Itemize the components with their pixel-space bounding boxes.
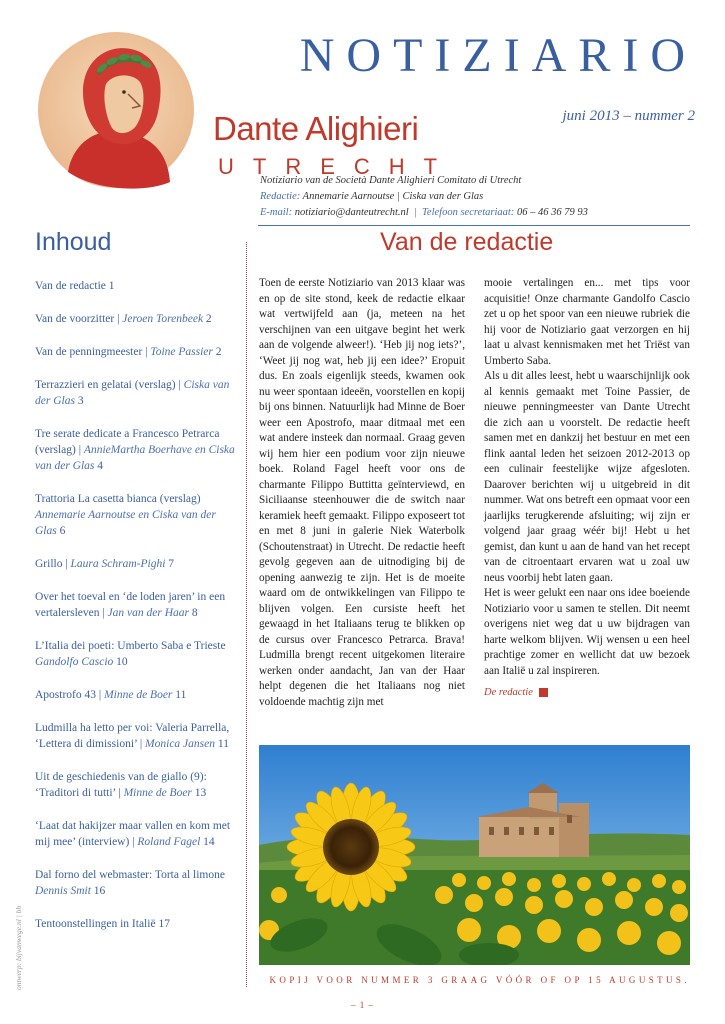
toc-item-page: 13 (194, 787, 207, 799)
toc-item-author: Toine Passier (150, 346, 213, 358)
toc-item-title: Tentoonstellingen in Italië (35, 918, 156, 930)
article-paragraph: Toen de eerste Notiziario van 2013 klaar was en op de site stond, keek de redactie elkaar wat vertwijfeld aan (ja, meteen na het verschijnen van een uitgave begint het werk aan de volgende alweer!). ‘Heb jij nog iets?’, ‘Weet jij nog wat, heb jij een idee?’ Eropuit dus. En zoals eigenlijk steeds, kwamen ook nu weer spontaan ideeën, voorstellen en kopij bij ons binnen. Natuurlijk had Minne de Boer weer een Apostrofo, maar ditmaal met een wat andere insteek dan normaal. Graag geven wij hem hier een podium voor zijn nieuwe boek. Roland Fagel heeft voor ons de charmante Filippo Buttitta geïnterviewd, en Siciliaanse steenhouwer die de switch naar keramiek heeft gemaakt. Filippo exposeert tot en met 8 juni in galerie Niek Waterbolk (Schoutenstraat) in Utrecht. De redactie heeft gevolg gegeven aan de uitnodiging bij de opening aanwezig te zijn. Het is de moeite waard om de ontwikkelingen van Filippo te blijven volgen. Een cursiste heeft het gewaagd in het Italiaans terug te blikken op de cursus over Francesco Petrarca. Brava! Ludmilla brengt recent uitgekomen literaire werken onder aandacht, Jan van der Haar helpt degenen die het Italiaans nog niet voldoende machtig zijn met (259, 277, 465, 708)
toc-item-author: AnnieMartha Boerhave en Ciska van der Glas (35, 444, 235, 472)
toc-item[interactable] (35, 278, 240, 294)
toc-item-title: L’Italia dei poeti: Umberto Saba e Trieste (35, 640, 226, 652)
end-mark-icon (539, 688, 548, 697)
toc-item-page: 3 (77, 395, 84, 407)
toc-item[interactable] (35, 638, 240, 670)
toc-item-page: 4 (97, 460, 104, 472)
toc-item-author: Dennis Smit (35, 885, 91, 897)
issue-label: juni 2013 – nummer 2 (562, 108, 695, 124)
toc-item[interactable] (35, 687, 240, 703)
toc-item-title: Terrazzieri en gelatai (verslag) | (35, 379, 181, 391)
editors-value: Annemarie Aarnoutse | Ciska van der Glas (302, 191, 484, 202)
separator: | (414, 207, 417, 218)
toc-item[interactable] (35, 720, 240, 752)
article-column-2 (484, 276, 690, 701)
masthead-title: NOTIZIARIO (299, 29, 697, 82)
sunflower-photo (259, 745, 690, 965)
toc-item[interactable] (35, 867, 240, 899)
toc-item[interactable] (35, 769, 240, 801)
info-line: Notiziario van de Società Dante Alighieri Comitato di Utrecht (260, 175, 522, 186)
toc-item-title: Van de redactie (35, 280, 106, 292)
toc-item[interactable] (35, 916, 240, 932)
toc-item[interactable] (35, 491, 240, 539)
toc-item-page: 2 (215, 346, 222, 358)
editors-label: Redactie: (260, 191, 301, 202)
toc-item[interactable] (35, 344, 240, 360)
toc-item-title: Tre serate dedicate a Francesco Petrarca (verslag) | (35, 428, 220, 456)
toc-heading: Inhoud (35, 228, 112, 256)
toc-item-author: Monica Jansen (145, 738, 215, 750)
article-paragraph: Als u dit alles leest, hebt u waarschijnlijk ook al kennis gemaakt met Toine Passier, de nieuwe penningmeester van Dante Utrecht die zich aan u voorstelt. De redactie heeft samen met en dankzij het bestuur en met een flink aantal leden het seizoen 2012-2013 op een culinair feestelijke wijze afgesloten. Daarover berichten wij u uitgebreid in dit nummer. Wat ons betreft een opmaat voor een jaarlijks terugkerende afsluiting; wij zijn er volgend jaar graag wéér bij! Hebt u het gemist, dan kunt u aan de hand van het recept van de citroentaart ervaren wat u zoal uw neus voorbij hebt laten gaan. (484, 370, 690, 584)
toc-item-page: 8 (191, 607, 198, 619)
toc-item[interactable] (35, 311, 240, 327)
toc-item-title: ‘Laat dat hakijzer maar vallen en kom met mij mee’ (interview) | (35, 820, 231, 848)
toc-item[interactable] (35, 377, 240, 409)
toc-item-author: Gandolfo Cascio (35, 656, 114, 668)
brand-city: UTRECHT (218, 154, 457, 179)
email-link[interactable]: notiziario@danteutrecht.nl (294, 207, 409, 218)
column-divider (246, 242, 247, 987)
copy-deadline-note: KOPIJ VOOR NUMMER 3 GRAAG VÓÓR OF OP 15 AUGUSTUS. (269, 975, 690, 985)
article-paragraph: Het is weer gelukt een naar ons idee boeiende Notiziario voor u samen te stellen. Dit neemt overigens niet weg dat u uw bijdragen van harte welkom blijven. Wij wensen u een heel prachtige zomer en wellicht dat uw bezoek aan Italië u zal inspireren. (484, 587, 690, 677)
toc-item[interactable] (35, 589, 240, 621)
toc-item-page: 17 (158, 918, 170, 930)
article-paragraph: mooie vertalingen en... met tips voor acquisitie! Onze charmante Gandolfo Cascio zet u op het spoor van een nieuwe rubriek die hij voor de Notiziario gaat verzorgen en hij laat u alvast kennismaken met het Triëst van Umberto Saba. (484, 277, 690, 367)
info-contact (260, 205, 700, 221)
toc-item-title: Apostrofo 43 | (35, 689, 102, 701)
signature-text: De redactie (484, 687, 533, 698)
toc-item-author: Jeroen Torenbeek (122, 313, 204, 325)
sunflower-landscape-image (259, 745, 690, 965)
toc-item-page: 16 (93, 885, 106, 897)
info-editors (260, 189, 700, 205)
toc-item-author: Jan van der Haar (107, 607, 189, 619)
toc-item-author: Minne de Boer (104, 689, 173, 701)
email-label: E-mail: (260, 207, 293, 218)
toc-item-page: 1 (108, 280, 115, 292)
toc-item[interactable] (35, 556, 240, 572)
table-of-contents (35, 278, 240, 932)
toc-item-page: 2 (205, 313, 212, 325)
toc-item-page: 10 (116, 656, 128, 668)
toc-item-page: 7 (168, 558, 175, 570)
toc-item-page: 6 (59, 525, 66, 537)
divider (258, 225, 690, 226)
toc-item-title: Van de voorzitter | (35, 313, 120, 325)
toc-item-title: Dal forno del webmaster: Torta al limone (35, 869, 225, 881)
signature (484, 685, 690, 701)
toc-item-title: Van de penningmeester | (35, 346, 148, 358)
phone-label: Telefoon secretariaat: (422, 207, 515, 218)
toc-item-page: 14 (203, 836, 215, 848)
toc-item-page: 11 (217, 738, 229, 750)
page-number: – 1 – (351, 1000, 374, 1010)
toc-item-title: Over het toeval en ‘de loden jaren’ in een vertalersleven | (35, 591, 226, 619)
article-heading: Van de redactie (380, 228, 554, 256)
article-column-1 (259, 276, 465, 710)
dante-portrait-icon (28, 22, 208, 192)
toc-item-title: Grillo | (35, 558, 68, 570)
toc-item[interactable] (35, 818, 240, 850)
toc-item-author: Laura Schram-Pighi (70, 558, 166, 570)
phone-value: 06 – 46 36 79 93 (516, 207, 588, 218)
brand-name: Dante Alighieri (213, 110, 419, 147)
toc-item-page: 11 (175, 689, 187, 701)
toc-item-author: Ciska van der Glas (35, 379, 230, 407)
toc-item[interactable] (35, 426, 240, 474)
toc-item-author: Minne de Boer (123, 787, 192, 799)
design-credit: ontwerp: bijvanwege.nl | bh (14, 905, 23, 990)
toc-item-author: Annemarie Aarnoutse en Ciska van der Glas (35, 509, 216, 537)
toc-item-title: Ludmilla ha letto per voi: Valeria Parrella, ‘Lettera di dimissioni’ | (35, 722, 230, 750)
publication-info (260, 173, 700, 221)
toc-item-title: Uit de geschiedenis van de giallo (9): ‘Traditori di tutti’ | (35, 771, 207, 799)
toc-item-author: Roland Fagel (137, 836, 201, 848)
toc-item-title: Trattoria La casetta bianca (verslag) (35, 493, 201, 505)
